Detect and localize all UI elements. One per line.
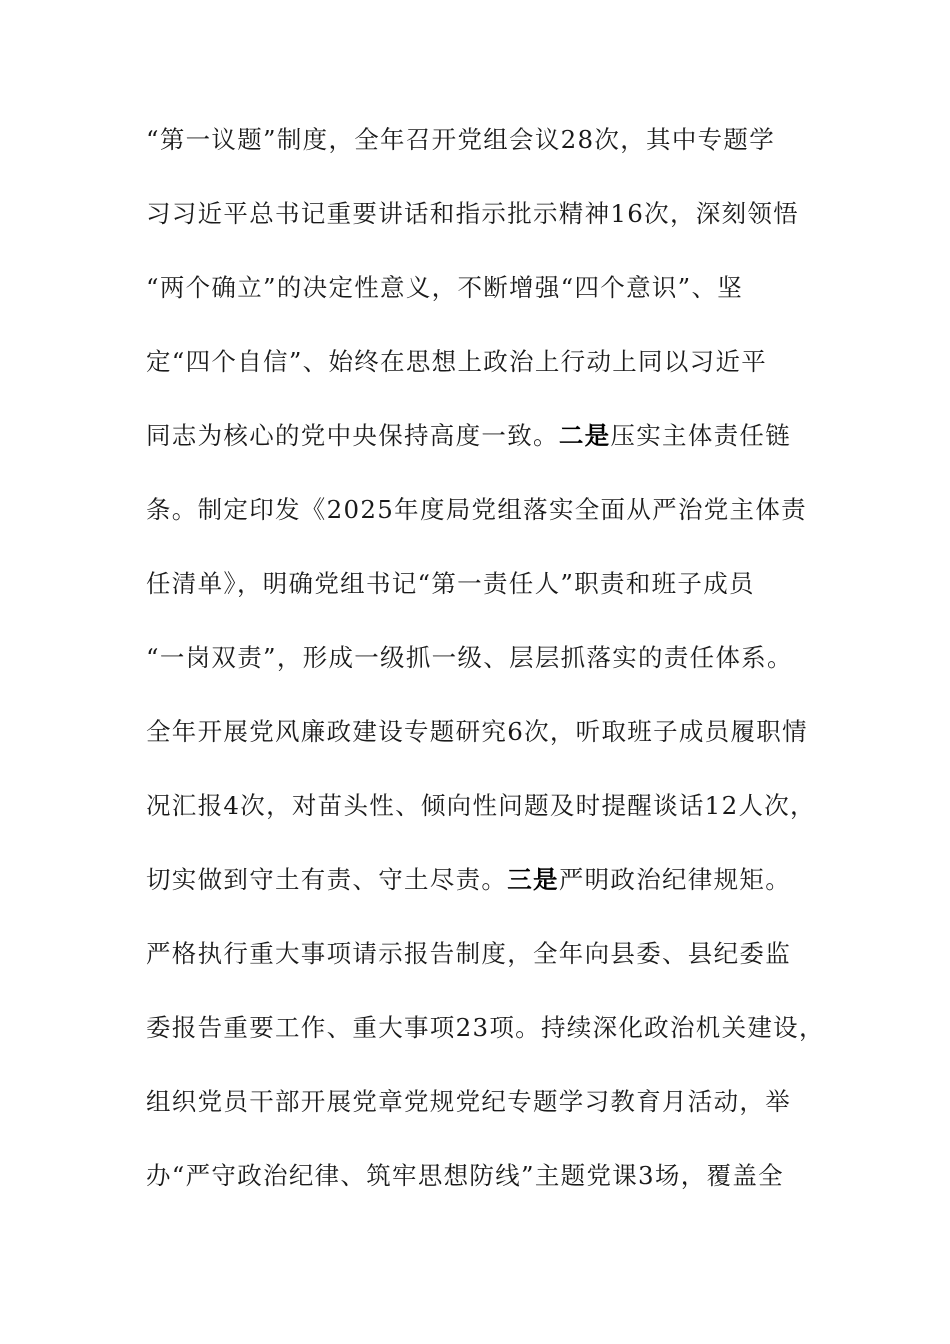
text-run: 况汇报4次，对苗头性、倾向性问题及时提醒谈话12人次， [146,791,816,820]
text-line [146,345,816,379]
text-line [146,1085,816,1119]
text-run: 切实做到守土有责、守土尽责。 [146,865,508,894]
text-run: 组织党员干部开展党章党规党纪专题学习教育月活动，举 [146,1087,791,1116]
text-run: 严明政治纪律规矩。 [558,865,792,894]
text-line [146,419,816,453]
bold-lead-phrase: 三是 [507,865,559,894]
text-run: 定“四个自信”、始终在思想上政治上行动上同以习近平 [146,347,768,376]
text-run: 条。制定印发《2025年度局党组落实全面从严治党主体责 [146,495,807,524]
text-line [146,197,816,231]
text-run: “第一议题”制度，全年召开党组会议28次，其中专题学 [146,125,776,154]
text-run: 办“严守政治纪律、筑牢思想防线”主题党课3场，覆盖全 [146,1161,784,1190]
text-line [146,567,816,601]
text-line [146,715,816,749]
text-line [146,1011,825,1045]
text-line [146,863,816,897]
text-line [146,937,816,971]
text-run: 习习近平总书记重要讲话和指示批示精神16次，深刻领悟 [146,199,799,228]
text-run: 委报告重要工作、重大事项23项。持续深化政治机关建设， [146,1013,825,1042]
text-line [146,123,816,157]
text-run: 严格执行重大事项请示报告制度，全年向县委、县纪委监 [146,939,791,968]
text-line [146,789,816,823]
text-line [146,493,816,527]
text-line [146,271,816,305]
text-run: 压实主体责任链 [610,421,792,450]
text-line [146,641,816,675]
bold-lead-phrase: 二是 [558,421,611,450]
text-run: 任清单》，明确党组书记“第一责任人”职责和班子成员 [146,569,755,598]
text-line [146,1159,816,1193]
text-run: 同志为核心的党中央保持高度一致。 [146,421,559,450]
text-run: “一岗双责”，形成一级抓一级、层层抓落实的责任体系。 [146,643,793,672]
text-run: “两个确立”的决定性意义，不断增强“四个意识”、坚 [146,273,744,302]
text-run: 全年开展党风廉政建设专题研究6次，听取班子成员履职情 [146,717,808,746]
